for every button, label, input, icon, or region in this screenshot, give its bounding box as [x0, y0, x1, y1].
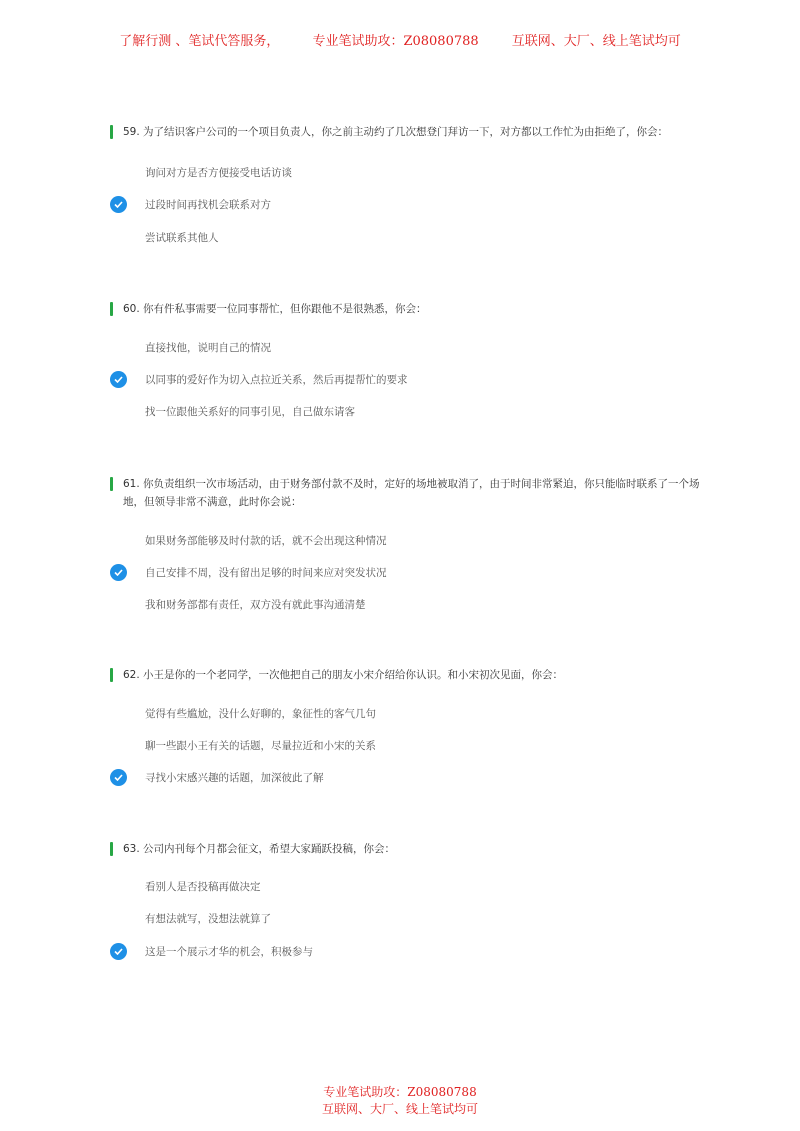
question-title: 63. 公司内刊每个月都会征文，希望大家踊跃投稿，你会：: [110, 840, 720, 858]
check-icon: [110, 943, 127, 960]
option-c[interactable]: 尝试联系其他人: [145, 232, 219, 244]
option-c[interactable]: 找一位跟他关系好的同事引见，自己做东请客: [145, 406, 355, 418]
watermark-footer: [0, 1084, 800, 1118]
question-title: 59. 为了结识客户公司的一个项目负责人，你之前主动约了几次想登门拜访一下，对方都以工作忙为由拒绝了，你会：: [110, 123, 720, 141]
option-b[interactable]: 聊一些跟小王有关的话题，尽量拉近和小宋的关系: [145, 740, 376, 752]
question-marker: [110, 125, 113, 139]
option-c[interactable]: 寻找小宋感兴趣的话题，加深彼此了解: [145, 772, 324, 784]
option-a[interactable]: 询问对方是否方便接受电话访谈: [145, 167, 292, 179]
footer-line-1: 专业笔试助攻：Z08080788: [323, 1085, 477, 1099]
option-b[interactable]: 以同事的爱好作为切入点拉近关系，然后再提帮忙的要求: [145, 374, 408, 386]
question-marker: [110, 302, 113, 316]
check-icon: [110, 371, 127, 388]
question-63: [110, 840, 720, 958]
option-b[interactable]: 自己安排不周，没有留出足够的时间来应对突发状况: [145, 567, 387, 579]
question-title: 61. 你负责组织一次市场活动，由于财务部付款不及时，定好的场地被取消了，由于时间非常紧迫，你只能临时联系了一个场地，但领导非常不满意，此时你会说：: [110, 475, 720, 511]
watermark-header: [0, 30, 800, 49]
question-marker: [110, 842, 113, 856]
option-b[interactable]: 过段时间再找机会联系对方: [145, 199, 271, 211]
question-59: [110, 123, 720, 244]
question-title: 62. 小王是你的一个老同学，一次他把自己的朋友小宋介绍给你认识。和小宋初次见面，你会：: [110, 666, 720, 684]
question-62: [110, 666, 720, 784]
check-icon: [110, 769, 127, 786]
option-c[interactable]: 我和财务部都有责任，双方没有就此事沟通清楚: [145, 599, 366, 611]
question-60: [110, 300, 720, 418]
footer-line-2: 互联网、大厂、线上笔试均可: [321, 1102, 478, 1116]
question-61: [110, 475, 720, 611]
option-b[interactable]: 有想法就写，没想法就算了: [145, 913, 271, 925]
option-a[interactable]: 如果财务部能够及时付款的话，就不会出现这种情况: [145, 535, 387, 547]
header-middle: 专业笔试助攻：Z08080788: [312, 34, 479, 49]
check-icon: [110, 196, 127, 213]
option-a[interactable]: 直接找他，说明自己的情况: [145, 342, 271, 354]
option-c[interactable]: 这是一个展示才华的机会，积极参与: [145, 946, 313, 958]
header-left: 了解行测 、笔试代答服务，: [119, 34, 280, 49]
question-title: 60. 你有件私事需要一位同事帮忙，但你跟他不是很熟悉，你会：: [110, 300, 720, 318]
question-marker: [110, 477, 113, 491]
option-a[interactable]: 看别人是否投稿再做决定: [145, 881, 261, 893]
check-icon: [110, 564, 127, 581]
question-marker: [110, 668, 113, 682]
header-right: 互联网、大厂、线上笔试均可: [511, 34, 681, 49]
option-a[interactable]: 觉得有些尴尬，没什么好聊的，象征性的客气几句: [145, 708, 376, 720]
